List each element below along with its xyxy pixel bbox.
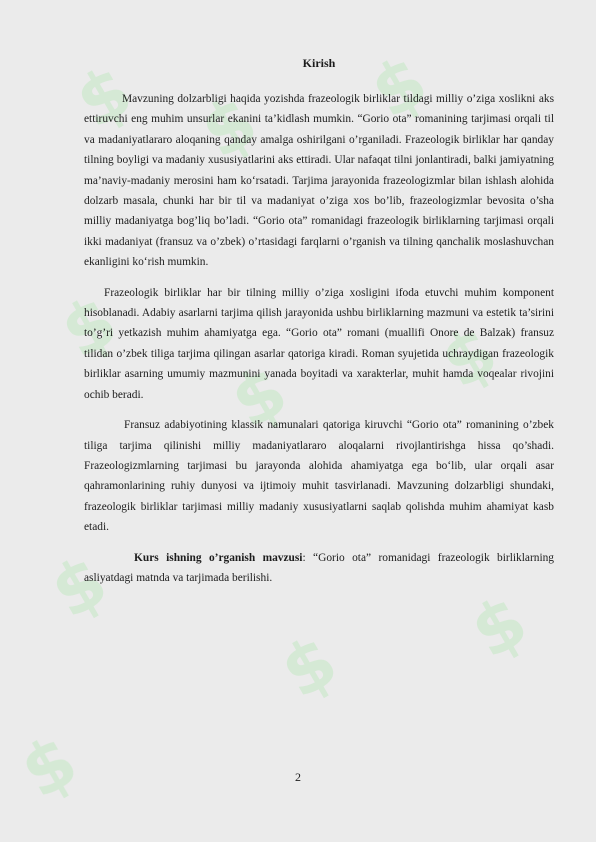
page-number: 2: [295, 770, 301, 784]
svg-text:$: $: [187, 79, 271, 175]
document-body: [84, 56, 554, 598]
svg-text:$: $: [267, 619, 351, 715]
svg-text:$: $: [62, 49, 146, 145]
paragraph-2: Frazeologik birliklar har bir tilning milliy o’ziga xosligini ifoda etuvchi muhim komponent hisoblanadi. Adabiy asarlarni tarjima qilish jarayonida ushbu birliklarning mazmuni va estetik ta’sirini to’g’ri yetkazish muhim ahamiyatga ega. “Gorio ota” romani (muallifi Onore de Balzak) fransuz tilidan o’zbek tiliga tarjima qilingan asarlar qatoriga kiradi. Roman syujetida uchraydigan frazeologik birliklar asarning umumiy mazmunini yanada boyitadi va xarakterlar, muhit hamda voqealar rivojini ochib beradi.: [84, 286, 554, 401]
page-title: Kirish: [302, 56, 336, 70]
subject-text: : “Gorio ota” romanidagi frazeologik birliklarning asliyatdagi matnda va tarjimada berilishi.: [84, 551, 554, 584]
svg-text:$: $: [7, 719, 91, 815]
paragraph-1: Mavzuning dolzarbligi haqida yozishda frazeologik birliklar tildagi milliy o’ziga xoslikni aks ettiruvchi eng muhim unsurlar ekanini ta’kidlash mumkin. “Gorio ota” romanining tarjimasi orqali til va madaniyatlararo aloqaning qanday amalga oshirilgani o’rganiladi. Frazeologik birliklar har qanday tilning boyligi va madaniy xususiyatlarini aks ettiradi. Ular nafaqat tilni jonlantiradi, balki jamiyatning ma’naviy-madaniy merosini ham ko‘rsatadi. Tarjima jarayonida frazeologizmlar bilan ishlash alohida dolzarb masala, chunki har bir til va madaniyat o’ziga xos bo’lib, frazeologizmlar bevosita o’sha milliy madaniyatga bog’liq bo’ladi. “Gorio ota” romanidagi frazeologik birliklarning tarjimasi orqali ikki madaniyat (fransuz va o’zbek) o’rtasidagi farqlarni o’rganish va tilning qanchalik moslashuvchan ekanligini ko‘rish mumkin.: [84, 93, 554, 269]
svg-text:$: $: [457, 579, 541, 675]
svg-text:$: $: [217, 349, 301, 445]
svg-text:$: $: [47, 279, 131, 375]
svg-text:$: $: [357, 39, 441, 135]
subject-label: Kurs ishning o’rganish mavzusi: [134, 551, 303, 564]
svg-text:$: $: [427, 309, 511, 405]
paragraph-subject: [84, 548, 554, 589]
svg-text:$: $: [37, 539, 121, 635]
paragraph-3: Fransuz adabiyotining klassik namunalari qatoriga kiruvchi “Gorio ota” romanining o’zbek tiliga tarjima qilinishi milliy madaniyatlararo aloqalarni rivojlantirishga hissa qo’shadi. Frazeologizmlarning tarjimasi bu jarayonda alohida ahamiyatga ega bo‘lib, ular orqali asar qahramonlarining ruhiy dunyosi va ijtimoiy muhit tasvirlanadi. Mavzuning dolzarbligi shundaki, frazeologik birliklar tarjimasi milliy madaniy xususiyatlarni saqlab qolishda muhim ahamiyat kasb etadi.: [84, 419, 554, 534]
